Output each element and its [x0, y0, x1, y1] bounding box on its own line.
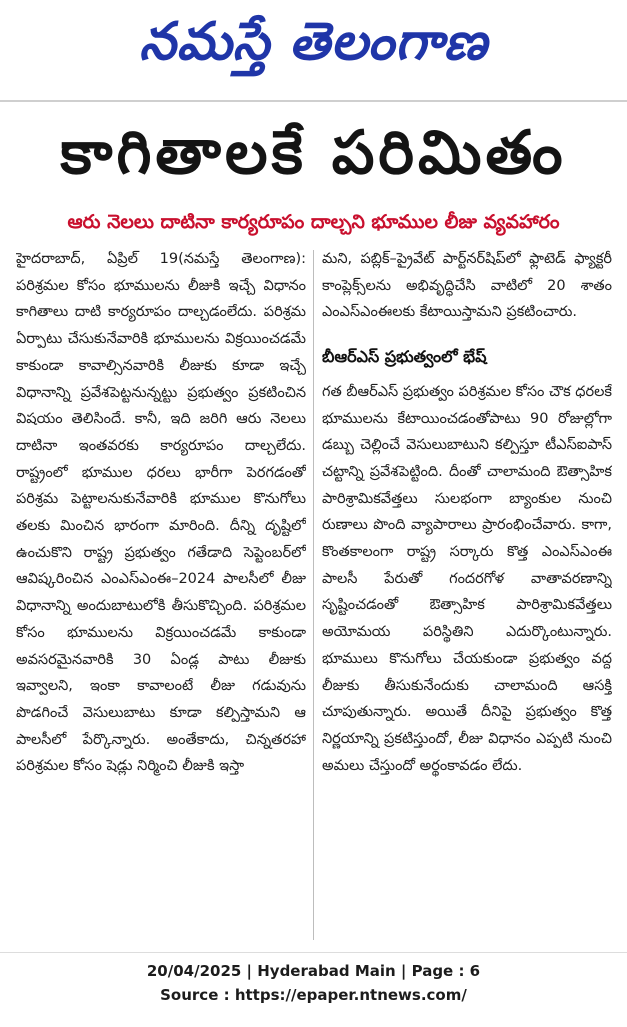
masthead [0, 0, 627, 96]
footer-source: Source : https://epaper.ntnews.com/ [160, 986, 467, 1004]
article-right-column [322, 246, 612, 946]
right-column-body: గత బీఆర్ఎస్ ప్రభుత్వం పరిశ్రమల కోసం చౌక ధరలకే భూములను కేటాయించడంతోపాటు 90 రోజుల్లోగా డబ్బు చెల్లించే వెసులుబాటుని కల్పిస్తూ టీఎస్ఐపాస్ చట్టాన్ని ప్రవేశపెట్టింది. దీంతో చాలామంది ఔత్సాహిక పారిశ్రామికవేత్తలు సులభంగా బ్యాంకుల నుంచి రుణాలు పొంది వ్యాపారాలు ప్రారంభించేవారు. కాగా, కొంతకాలంగా రాష్ట్ర సర్కారు కొత్త ఎంఎస్ఎంఈ పాలసీ పేరుతో గందరగోళ వాతావరణాన్ని సృష్టించడంతో ఔత్సాహిక పారిశ్రామికవేత్తలు అయోమయ పరిస్థితిని ఎదుర్కొంటున్నారు. భూములు కొనుగోలు చేయకుండా ప్రభుత్వం వద్ద లీజుకు తీసుకునేందుకు చాలామంది ఆసక్తి చూపుతున్నారు. అయితే దీనిపై ప్రభుత్వం కొత్త నిర్ణయాన్ని ప్రకటిస్తుందో, లీజు విధానం ఎప్పటి నుంచి అమలు చేస్తుందో అర్థంకావడం లేదు. [322, 383, 612, 774]
right-column-intro: మని, పబ్లిక్–ప్రైవేట్ పార్ట్‌నర్‌షిప్‌లో ఫ్లాటెడ్ ఫ్యాక్టరీ కాంప్లెక్స్‌లను అభివృద్ధిచేసి వాటిలో 20 శాతం ఎంఎస్ఎంఈలకు కేటాయిస్తామని ప్రకటించారు. [322, 251, 612, 321]
right-column-subhead: బీఆర్ఎస్ ప్రభుత్వంలో భేష్ [322, 347, 487, 367]
footer-edition: 20/04/2025 | Hyderabad Main | Page : 6 [146, 962, 481, 980]
left-column-text: హైదరాబాద్, ఏప్రిల్ 19(నమస్తే తెలంగాణ): పరిశ్రమల కోసం భూములను లీజుకి ఇచ్చే విధానం కాగితాలు దాటి కార్యరూపం దాల్చడంలేదు. పరిశ్రమ ఏర్పాటు చేసుకునేవారికి భూములను విక్రయించడమే కాకుండా కావాల్సినవారికి లీజుకు కూడా ఇచ్చే విధానాన్ని ప్రవేశపెట్టనున్నట్టు ప్రభుత్వం ప్రకటించిన విషయం తెలిసిందే. కానీ, ఇది జరిగి ఆరు నెలలు దాటినా ఇంతవరకు కార్యరూపం దాల్చలేదు. రాష్ట్రంలో భూముల ధరలు భారీగా పెరగడంతో పరిశ్రమ పెట్టాలనుకునేవారికి భూముల కొనుగోలు తలకు మించిన భారంగా మారింది. దీన్ని దృష్టిలో ఉంచుకొని రాష్ట్ర ప్రభుత్వం గతేడాది సెప్టెంబర్‌లో ఆవిష్కరించిన ఎంఎస్ఎంఈ–2024 పాలసీలో లీజు విధానాన్ని అందుబాటులోకి తీసుకొచ్చింది. పరిశ్రమల కోసం భూములను విక్రయించడమే కాకుండా అవసరమైనవారికి 30 ఏండ్ల పాటు లీజుకు ఇవ్వాలని, ఇంకా కావాలంటే లీజు గడువును పొడగించే వెసులుబాటు కూడా కల్పిస్తామని ఆ పాలసీలో పేర్కొన్నారు. అంతేకాదు, చిన్నతరహా పరిశ్రమల కోసం షెడ్లు నిర్మించి లీజుకి ఇస్తా [16, 251, 306, 775]
article-left-column [16, 246, 306, 946]
article-subheadline: ఆరు నెలలు దాటినా కార్యరూపం దాల్చని భూముల లీజు వ్యవహారం [67, 210, 560, 233]
column-divider [313, 250, 314, 940]
masthead-divider [0, 100, 627, 102]
article-headline: కాగితాలకే పరిమితం [60, 118, 567, 188]
footer-divider [0, 952, 627, 953]
masthead-title: నమస్తే తెలంగాణ [139, 11, 488, 72]
